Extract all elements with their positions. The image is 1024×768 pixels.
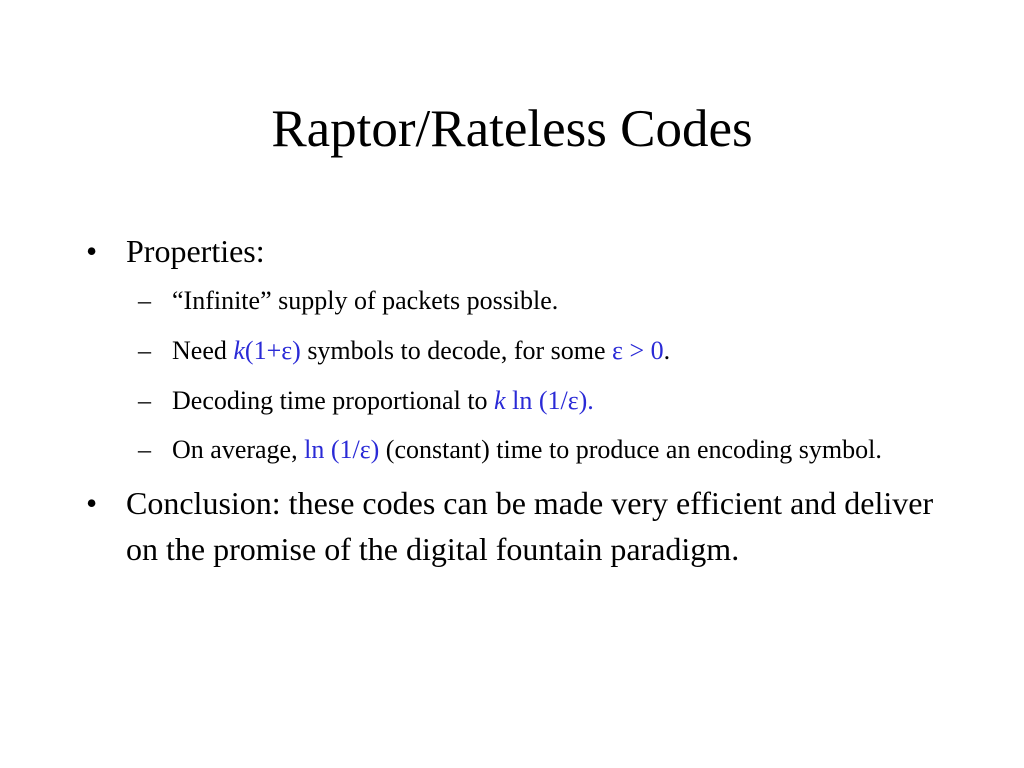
bullet-dot: • [86, 485, 98, 521]
dash-mark: – [138, 286, 151, 315]
dash-mark: – [138, 435, 151, 464]
subitem-infinite [132, 280, 966, 322]
dash-mark: – [138, 336, 151, 365]
conclusion-text: Conclusion: these codes can be made very efficient and deliver on the promise of the digital fountain paradigm. [126, 485, 934, 567]
decoding-expr: ln (1/ε). [505, 386, 594, 415]
need-k: k [233, 336, 245, 365]
decoding-prefix: Decoding time proportional to [172, 386, 495, 415]
properties-label: Properties: [126, 233, 265, 269]
average-expr: ln (1/ε) [304, 435, 380, 464]
need-expr: (1+ε) [244, 336, 301, 365]
properties-sublist [132, 280, 966, 470]
need-suffix: . [663, 336, 671, 365]
subitem-need [132, 330, 966, 372]
subitem-average [132, 430, 966, 470]
need-condition: ε > 0 [612, 336, 664, 365]
decoding-k: k [494, 386, 506, 415]
subitem-infinite-text: “Infinite” supply of packets possible. [172, 286, 559, 315]
dash-mark: – [138, 386, 151, 415]
average-prefix: On average, [172, 435, 305, 464]
need-prefix: Need [172, 336, 234, 365]
subitem-decoding [132, 380, 966, 422]
average-rest: (constant) time to produce an encoding symbol. [379, 435, 882, 464]
bullet-conclusion [86, 480, 966, 572]
bullet-dot: • [86, 233, 98, 269]
slide-title: Raptor/Rateless Codes [271, 100, 753, 158]
bullet-properties [86, 228, 966, 274]
need-middle: symbols to decode, for some [300, 336, 613, 365]
slide-body [86, 228, 966, 572]
